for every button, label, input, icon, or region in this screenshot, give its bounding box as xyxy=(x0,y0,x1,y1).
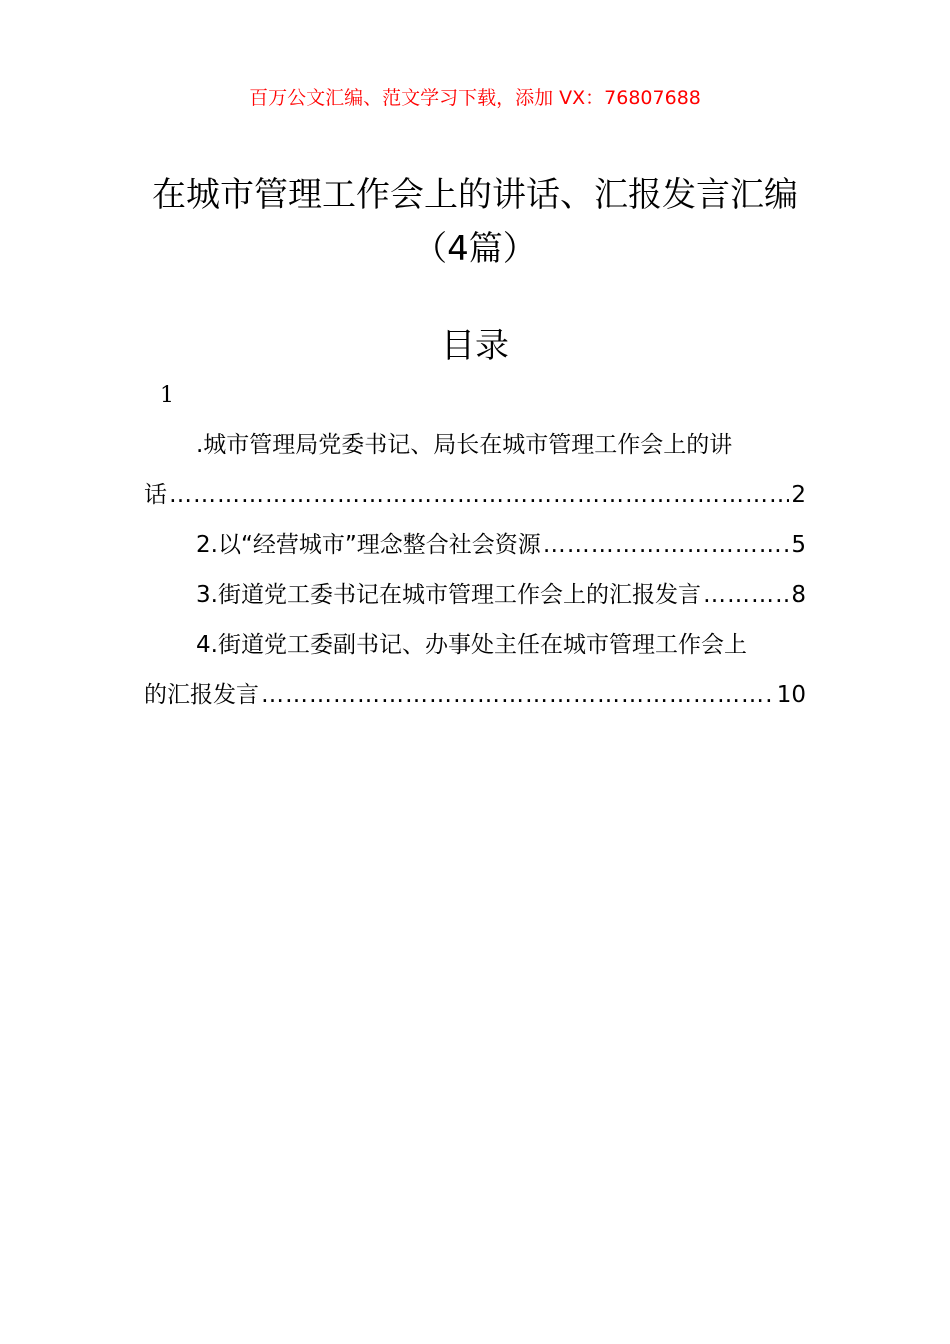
toc-entry-2[interactable] xyxy=(144,520,806,570)
header-note: 百万公文汇编、范文学习下载，添加 VX：76807688 xyxy=(249,87,701,109)
toc-page-number: 10 xyxy=(776,682,806,708)
page-marker: 1 xyxy=(160,383,174,408)
toc-entry-line xyxy=(144,620,806,670)
toc-entry-text: 4.街道党工委副书记、办事处主任在城市管理工作会上 xyxy=(196,632,747,658)
toc-entry-text: .城市管理局党委书记、局长在城市管理工作会上的讲 xyxy=(196,432,733,458)
toc-entry-line xyxy=(144,520,806,570)
document-title: 在城市管理工作会上的讲话、汇报发言汇编（4篇） xyxy=(152,175,798,269)
toc-page-number: 5 xyxy=(791,532,806,558)
toc-entry-line xyxy=(144,420,806,470)
toc-entry-text: 2.以“经营城市”理念整合社会资源 xyxy=(196,532,541,558)
toc-page-number: 8 xyxy=(791,582,806,608)
toc-leader-dots xyxy=(261,670,775,720)
toc-entry-4[interactable] xyxy=(144,620,806,720)
toc-page-number: 2 xyxy=(791,482,806,508)
toc-entry-text: 的汇报发言 xyxy=(144,682,259,708)
toc-heading: 目录 xyxy=(441,326,509,366)
toc-entry-line xyxy=(144,470,806,520)
toc-leader-dots xyxy=(169,470,789,520)
toc-entry-text: 话 xyxy=(144,482,167,508)
toc-entry-text: 3.街道党工委书记在城市管理工作会上的汇报发言 xyxy=(196,582,701,608)
toc-entry-3[interactable] xyxy=(144,570,806,620)
toc-leader-dots xyxy=(543,520,790,570)
toc-entry-line xyxy=(144,570,806,620)
toc-leader-dots xyxy=(703,570,789,620)
toc-entry-1[interactable] xyxy=(144,420,806,520)
toc-entry-line xyxy=(144,670,806,720)
